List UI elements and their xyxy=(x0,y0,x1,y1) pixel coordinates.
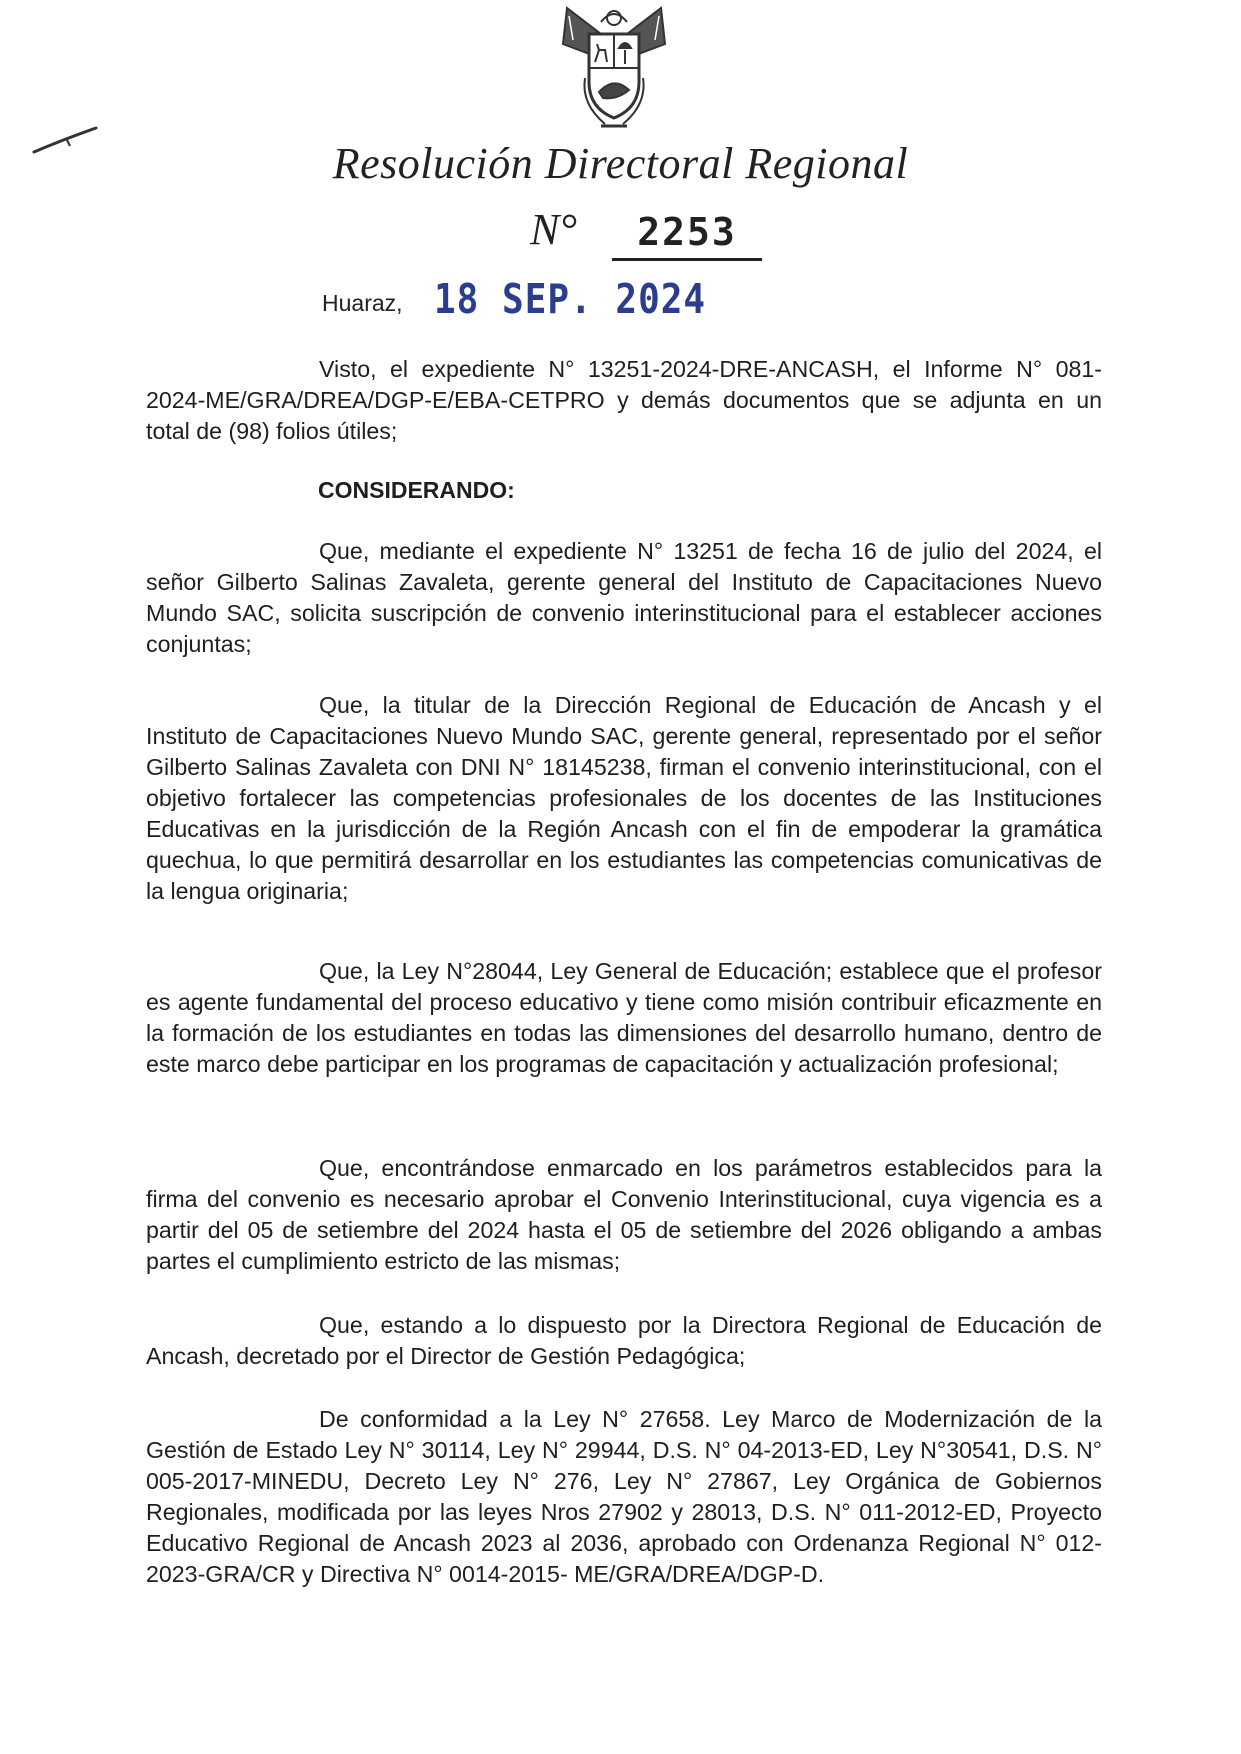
paragraph-3 xyxy=(146,956,1102,1080)
paragraph-1 xyxy=(146,536,1102,660)
visto-text: Visto, el expediente N° 13251-2024-DRE-ANCASH, el Informe N° 081-2024-ME/GRA/DREA/DGP-E/EBA-CETPRO y demás documentos que se adjunta en un total de (98) folios útiles; xyxy=(146,356,1102,444)
paragraph-4 xyxy=(146,1153,1102,1277)
paragraph-6 xyxy=(146,1404,1102,1590)
paragraph-text: Que, la Ley N°28044, Ley General de Educación; establece que el profesor es agente fundamental del proceso educativo y tiene como misión contribuir eficazmente en la formación de los estudiantes en todas las dimensiones del desarrollo humano, dentro de este marco debe participar en los programas de capacitación y actualización profesional; xyxy=(146,958,1102,1077)
paragraph-text: Que, mediante el expediente N° 13251 de fecha 16 de julio del 2024, el señor Gilberto Salinas Zavaleta, gerente general del Instituto de Capacitaciones Nuevo Mundo SAC, solicita suscripción de convenio interinstitucional para el establecer acciones conjuntas; xyxy=(146,538,1102,657)
paragraph-text: De conformidad a la Ley N° 27658. Ley Marco de Modernización de la Gestión de Estado Ley N° 30114, Ley N° 29944, D.S. N° 04-2013-ED, Ley N°30541, D.S. N° 005-2017-MINEDU, Decreto Ley N° 276, Ley N° 27867, Ley Orgánica de Gobiernos Regionales, modificada por las leyes Nros 27902 y 28013, D.S. N° 011-2012-ED, Proyecto Educativo Regional de Ancash 2023 al 2036, aprobado con Ordenanza Regional N° 012-2023-GRA/CR y Directiva N° 0014-2015- ME/GRA/DREA/DGP-D. xyxy=(146,1406,1102,1587)
paragraph-5 xyxy=(146,1310,1102,1372)
number-prefix: N° xyxy=(530,205,577,254)
visto-paragraph xyxy=(146,354,1102,447)
number-value: 2253 xyxy=(612,210,762,261)
paragraph-text: Que, encontrándose enmarcado en los parámetros establecidos para la firma del convenio es necesario aprobar el Convenio Interinstitucional, cuya vigencia es a partir del 05 de setiembre del 2024 hasta el 05 de setiembre del 2026 obligando a ambas partes el cumplimiento estricto de las mismas; xyxy=(146,1155,1102,1274)
document-title: Resolución Directoral Regional xyxy=(332,139,909,188)
paragraph-text: Que, estando a lo dispuesto por la Directora Regional de Educación de Ancash, decretado por el Director de Gestión Pedagógica; xyxy=(146,1312,1102,1369)
date-stamp: 18 SEP. 2024 xyxy=(434,276,707,324)
paragraph-2 xyxy=(146,690,1102,907)
coat-of-arms-seal xyxy=(555,4,673,134)
paragraph-text: Que, la titular de la Dirección Regional de Educación de Ancash y el Instituto de Capacitaciones Nuevo Mundo SAC, gerente general, representado por el señor Gilberto Salinas Zavaleta con DNI N° 18145238, firman el convenio interinstitucional, con el objetivo fortalecer las competencias profesionales de los docentes de las Instituciones Educativas en la jurisdicción de la Región Ancash con el fin de empoderar la gramática quechua, lo que permitirá desarrollar en los estudiantes las competencias comunicativas de la lengua originaria; xyxy=(146,692,1102,904)
considerando-heading: CONSIDERANDO: xyxy=(318,477,515,503)
place-label: Huaraz, xyxy=(322,290,403,316)
resolution-number xyxy=(530,204,770,264)
